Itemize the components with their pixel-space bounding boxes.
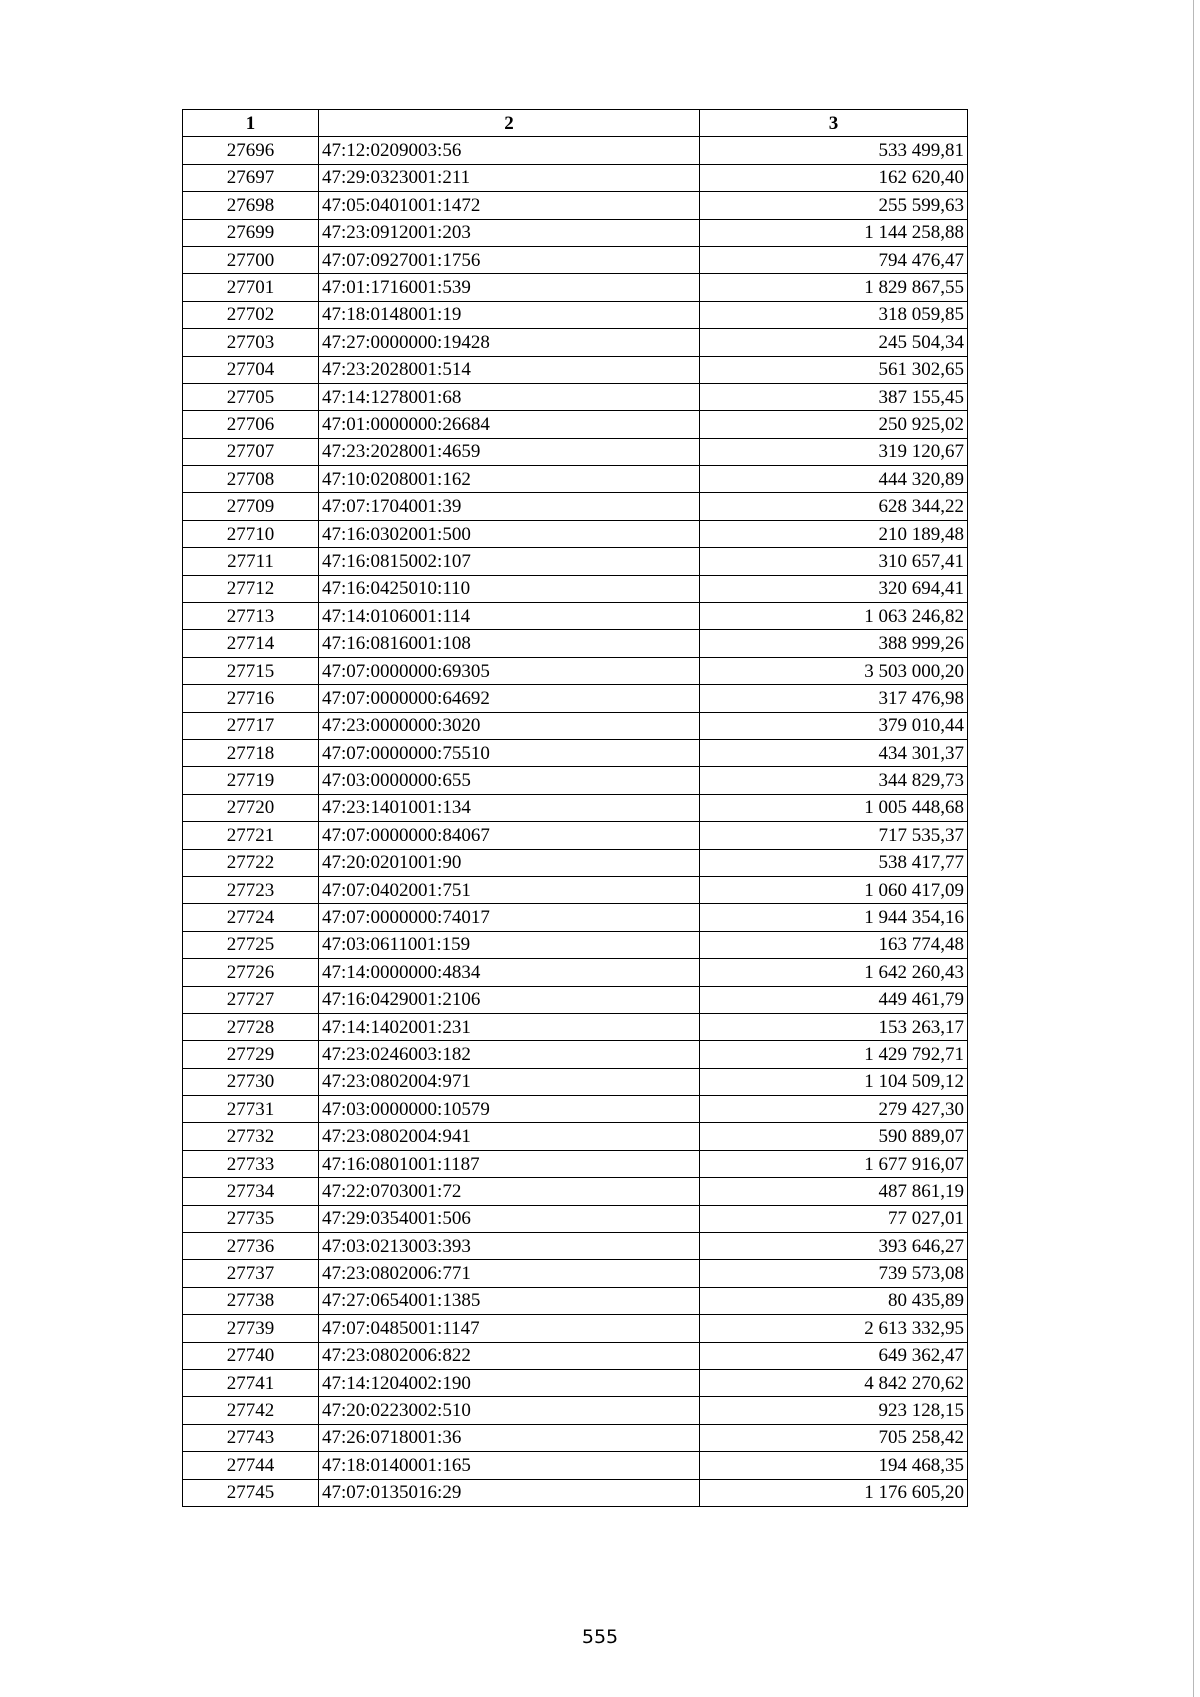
value-cell: 255 599,63 [700,192,968,219]
row-number-cell: 27738 [183,1287,319,1314]
value-cell: 210 189,48 [700,520,968,547]
cadastral-number-cell: 47:23:0802006:822 [319,1342,700,1369]
value-cell: 344 829,73 [700,767,968,794]
row-number-cell: 27701 [183,274,319,301]
table-row [183,1315,968,1342]
value-cell: 4 842 270,62 [700,1369,968,1396]
cadastral-number-cell: 47:14:1402001:231 [319,1013,700,1040]
cadastral-number-cell: 47:22:0703001:72 [319,1178,700,1205]
row-number-cell: 27698 [183,192,319,219]
value-cell: 705 258,42 [700,1424,968,1451]
value-cell: 245 504,34 [700,329,968,356]
table-row [183,1424,968,1451]
table-row [183,904,968,931]
table-row [183,192,968,219]
value-cell: 533 499,81 [700,137,968,164]
cadastral-number-cell: 47:29:0323001:211 [319,164,700,191]
value-cell: 317 476,98 [700,685,968,712]
cadastral-number-cell: 47:14:0000000:4834 [319,959,700,986]
value-cell: 162 620,40 [700,164,968,191]
cadastral-number-cell: 47:07:0000000:69305 [319,657,700,684]
cadastral-number-cell: 47:14:1204002:190 [319,1369,700,1396]
table-row [183,274,968,301]
table-row [183,739,968,766]
cadastral-number-cell: 47:18:0140001:165 [319,1452,700,1479]
row-number-cell: 27703 [183,329,319,356]
cadastral-number-cell: 47:23:0912001:203 [319,219,700,246]
value-cell: 194 468,35 [700,1452,968,1479]
row-number-cell: 27739 [183,1315,319,1342]
cadastral-number-cell: 47:07:0000000:75510 [319,739,700,766]
row-number-cell: 27745 [183,1479,319,1506]
table-row [183,986,968,1013]
row-number-cell: 27715 [183,657,319,684]
table-row [183,959,968,986]
table-row [183,1452,968,1479]
table-row [183,301,968,328]
table-row [183,712,968,739]
table-row [183,657,968,684]
cadastral-number-cell: 47:07:0000000:64692 [319,685,700,712]
table-row [183,1041,968,1068]
row-number-cell: 27697 [183,164,319,191]
value-cell: 1 176 605,20 [700,1479,968,1506]
value-cell: 1 063 246,82 [700,603,968,630]
row-number-cell: 27719 [183,767,319,794]
cadastral-number-cell: 47:03:0213003:393 [319,1233,700,1260]
row-number-cell: 27713 [183,603,319,630]
table-row [183,493,968,520]
value-cell: 319 120,67 [700,438,968,465]
table-row [183,1096,968,1123]
row-number-cell: 27731 [183,1096,319,1123]
cadastral-number-cell: 47:10:0208001:162 [319,466,700,493]
column-header-1: 1 [183,110,319,137]
row-number-cell: 27714 [183,630,319,657]
cadastral-number-cell: 47:16:0801001:1187 [319,1150,700,1177]
row-number-cell: 27711 [183,548,319,575]
cadastral-number-cell: 47:27:0000000:19428 [319,329,700,356]
row-number-cell: 27710 [183,520,319,547]
row-number-cell: 27700 [183,246,319,273]
table-row [183,767,968,794]
table-row [183,164,968,191]
table-row [183,548,968,575]
page-number: 555 [581,1626,619,1648]
cadastral-number-cell: 47:16:0302001:500 [319,520,700,547]
cadastral-number-cell: 47:29:0354001:506 [319,1205,700,1232]
table-row [183,438,968,465]
cadastral-number-cell: 47:18:0148001:19 [319,301,700,328]
value-cell: 444 320,89 [700,466,968,493]
value-cell: 279 427,30 [700,1096,968,1123]
value-cell: 2 613 332,95 [700,1315,968,1342]
table-row [183,137,968,164]
cadastral-number-cell: 47:07:0485001:1147 [319,1315,700,1342]
table-row [183,603,968,630]
cadastral-number-cell: 47:12:0209003:56 [319,137,700,164]
row-number-cell: 27705 [183,383,319,410]
value-cell: 77 027,01 [700,1205,968,1232]
table-row [183,1068,968,1095]
value-cell: 1 104 509,12 [700,1068,968,1095]
table-row [183,246,968,273]
table-header-row [183,110,968,137]
row-number-cell: 27718 [183,739,319,766]
row-number-cell: 27706 [183,411,319,438]
row-number-cell: 27740 [183,1342,319,1369]
table-row [183,411,968,438]
table-row [183,1287,968,1314]
table-row [183,329,968,356]
row-number-cell: 27742 [183,1397,319,1424]
cadastral-number-cell: 47:07:0000000:74017 [319,904,700,931]
cadastral-number-cell: 47:23:0802004:941 [319,1123,700,1150]
value-cell: 628 344,22 [700,493,968,520]
value-cell: 393 646,27 [700,1233,968,1260]
cadastral-number-cell: 47:03:0611001:159 [319,931,700,958]
table-row [183,1205,968,1232]
cadastral-number-cell: 47:07:0402001:751 [319,876,700,903]
cadastral-number-cell: 47:14:1278001:68 [319,383,700,410]
value-cell: 379 010,44 [700,712,968,739]
row-number-cell: 27722 [183,849,319,876]
table-row [183,1013,968,1040]
table-body [183,137,968,1507]
cadastral-number-cell: 47:16:0425010:110 [319,575,700,602]
cadastral-number-cell: 47:07:0000000:84067 [319,822,700,849]
value-cell: 1 060 417,09 [700,876,968,903]
cadastral-number-cell: 47:16:0815002:107 [319,548,700,575]
row-number-cell: 27743 [183,1424,319,1451]
table-row [183,1123,968,1150]
value-cell: 153 263,17 [700,1013,968,1040]
value-cell: 1 005 448,68 [700,794,968,821]
cadastral-number-cell: 47:23:0246003:182 [319,1041,700,1068]
value-cell: 388 999,26 [700,630,968,657]
cadastral-number-cell: 47:07:0927001:1756 [319,246,700,273]
row-number-cell: 27735 [183,1205,319,1232]
value-cell: 1 829 867,55 [700,274,968,301]
table-row [183,1369,968,1396]
value-cell: 1 642 260,43 [700,959,968,986]
row-number-cell: 27709 [183,493,319,520]
value-cell: 320 694,41 [700,575,968,602]
value-cell: 310 657,41 [700,548,968,575]
row-number-cell: 27696 [183,137,319,164]
cadastral-number-cell: 47:23:1401001:134 [319,794,700,821]
value-cell: 163 774,48 [700,931,968,958]
table-row [183,1479,968,1506]
table-row [183,219,968,246]
cadastral-number-cell: 47:16:0816001:108 [319,630,700,657]
cadastral-number-cell: 47:16:0429001:2106 [319,986,700,1013]
cadastral-number-cell: 47:23:2028001:4659 [319,438,700,465]
table-row [183,931,968,958]
cadastral-number-cell: 47:14:0106001:114 [319,603,700,630]
row-number-cell: 27716 [183,685,319,712]
row-number-cell: 27717 [183,712,319,739]
row-number-cell: 27707 [183,438,319,465]
value-cell: 318 059,85 [700,301,968,328]
cadastral-number-cell: 47:20:0201001:90 [319,849,700,876]
table-row [183,685,968,712]
cadastral-number-cell: 47:07:1704001:39 [319,493,700,520]
row-number-cell: 27727 [183,986,319,1013]
page-edge [1193,0,1194,1697]
value-cell: 80 435,89 [700,1287,968,1314]
cadastral-number-cell: 47:23:0802004:971 [319,1068,700,1095]
value-cell: 1 429 792,71 [700,1041,968,1068]
table-row [183,520,968,547]
row-number-cell: 27733 [183,1150,319,1177]
row-number-cell: 27723 [183,876,319,903]
table-row [183,1150,968,1177]
row-number-cell: 27744 [183,1452,319,1479]
row-number-cell: 27712 [183,575,319,602]
table-row [183,794,968,821]
row-number-cell: 27728 [183,1013,319,1040]
row-number-cell: 27732 [183,1123,319,1150]
value-cell: 717 535,37 [700,822,968,849]
value-cell: 590 889,07 [700,1123,968,1150]
row-number-cell: 27737 [183,1260,319,1287]
row-number-cell: 27736 [183,1233,319,1260]
table-row [183,1260,968,1287]
table-row [183,383,968,410]
row-number-cell: 27720 [183,794,319,821]
value-cell: 739 573,08 [700,1260,968,1287]
data-table [182,109,968,1507]
table-row [183,630,968,657]
row-number-cell: 27725 [183,931,319,958]
row-number-cell: 27730 [183,1068,319,1095]
value-cell: 794 476,47 [700,246,968,273]
row-number-cell: 27704 [183,356,319,383]
table-row [183,1397,968,1424]
value-cell: 538 417,77 [700,849,968,876]
table-row [183,1342,968,1369]
cadastral-number-cell: 47:27:0654001:1385 [319,1287,700,1314]
value-cell: 1 144 258,88 [700,219,968,246]
cadastral-number-cell: 47:20:0223002:510 [319,1397,700,1424]
row-number-cell: 27741 [183,1369,319,1396]
table-row [183,822,968,849]
row-number-cell: 27702 [183,301,319,328]
row-number-cell: 27734 [183,1178,319,1205]
row-number-cell: 27729 [183,1041,319,1068]
cadastral-number-cell: 47:26:0718001:36 [319,1424,700,1451]
table-row [183,356,968,383]
table-row [183,1233,968,1260]
cadastral-number-cell: 47:23:0000000:3020 [319,712,700,739]
table-row [183,575,968,602]
row-number-cell: 27724 [183,904,319,931]
cadastral-number-cell: 47:23:0802006:771 [319,1260,700,1287]
value-cell: 434 301,37 [700,739,968,766]
cadastral-number-cell: 47:05:0401001:1472 [319,192,700,219]
value-cell: 923 128,15 [700,1397,968,1424]
row-number-cell: 27699 [183,219,319,246]
table-row [183,876,968,903]
table-row [183,466,968,493]
value-cell: 649 362,47 [700,1342,968,1369]
cadastral-number-cell: 47:01:1716001:539 [319,274,700,301]
value-cell: 387 155,45 [700,383,968,410]
value-cell: 250 925,02 [700,411,968,438]
row-number-cell: 27726 [183,959,319,986]
cadastral-number-cell: 47:07:0135016:29 [319,1479,700,1506]
row-number-cell: 27721 [183,822,319,849]
cadastral-number-cell: 47:01:0000000:26684 [319,411,700,438]
column-header-3: 3 [700,110,968,137]
column-header-2: 2 [319,110,700,137]
value-cell: 561 302,65 [700,356,968,383]
row-number-cell: 27708 [183,466,319,493]
value-cell: 487 861,19 [700,1178,968,1205]
value-cell: 1 944 354,16 [700,904,968,931]
table-row [183,1178,968,1205]
cadastral-number-cell: 47:23:2028001:514 [319,356,700,383]
value-cell: 1 677 916,07 [700,1150,968,1177]
cadastral-number-cell: 47:03:0000000:10579 [319,1096,700,1123]
value-cell: 3 503 000,20 [700,657,968,684]
value-cell: 449 461,79 [700,986,968,1013]
cadastral-number-cell: 47:03:0000000:655 [319,767,700,794]
table-row [183,849,968,876]
